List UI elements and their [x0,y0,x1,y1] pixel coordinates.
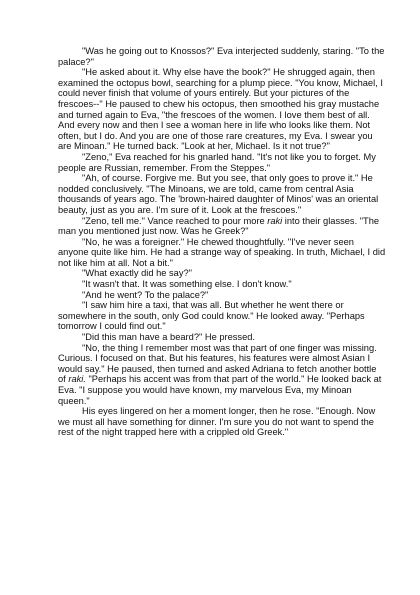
paragraph: "Zeno, tell me." Vance reached to pour more raki into their glasses. "The man you mentioned just now. Was he Greek?" [58,215,380,237]
text-body [58,46,386,438]
paragraph: "He asked about it. Why else have the book?" He shrugged again, then examined the octopus bowl, searching for a plump piece. "You know, Michael, I could never finish that volume of yours entirely. But your pictures of the frescoes--" He paused to chew his octopus, then smoothed his gray mustache and turned again to Eva, "the frescoes of the women. I love them best of all. And every now and then I see a woman here in life who looks like them. Not often, but I do. And you are one of those rare creatures, my Eva. I swear you are Minoan." He turned back. "Look at her, Michael. Is it not true?" [58,67,383,152]
paragraph: "It wasn't that. It was something else. I don't know." [82,279,292,290]
paragraph: "Ah, of course. Forgive me. But you see, that only goes to prove it." He nodded conclusively. "The Minoans, we are told, came from central Asia thousands of years ago. The 'brown-haired daughter of Minos' was an oriental beauty, just as you are. I'm sure of it. Look at the frescoes." [58,173,379,215]
paragraph: "What exactly did he say?" [82,268,192,279]
paragraph: "Did this man have a beard?" He pressed. [82,332,256,343]
paragraph: "Zeno," Eva reached for his gnarled hand. "It's not like you to forget. My people are Russian, remember. From the Steppes." [58,151,376,173]
italic-word: raki [267,215,283,226]
paragraph: "No, he was a foreigner." He chewed thoughtfully. "I've never seen anyone quite like him. He had a strange way of speaking. In truth, Michael, I did not like him at all. Not a bit." [58,236,386,268]
italic-word: raki. [68,374,86,385]
paragraph: "Was he going out to Knossos?" Eva interjected suddenly, staring. "To the palace?" [58,46,385,67]
paragraph: "And he went? To the palace?" [82,289,209,300]
paragraph: His eyes lingered on her a moment longer, then he rose. "Enough. Now we must all have something for dinner. I'm sure you do not want to spend the rest of the night trapped here with a crippled old Greek." [58,406,376,438]
paragraph: "No, the thing I remember most was that part of one finger was missing. Curious. I focused on that. But his features, his features were almost Asian I would say." He paused, then turned and asked Adriana to fetch another bottle of raki. "Perhaps his accent was from that part of the world." He looked back at Eva. "I suppose you would have known, my marvelous Eva, my Minoan queen." [58,342,382,406]
paragraph: "I saw him hire a taxi, that was all. But whether he went there or somewhere in the south, only God could know." He looked away. "Perhaps tomorrow I could find out." [58,300,365,332]
